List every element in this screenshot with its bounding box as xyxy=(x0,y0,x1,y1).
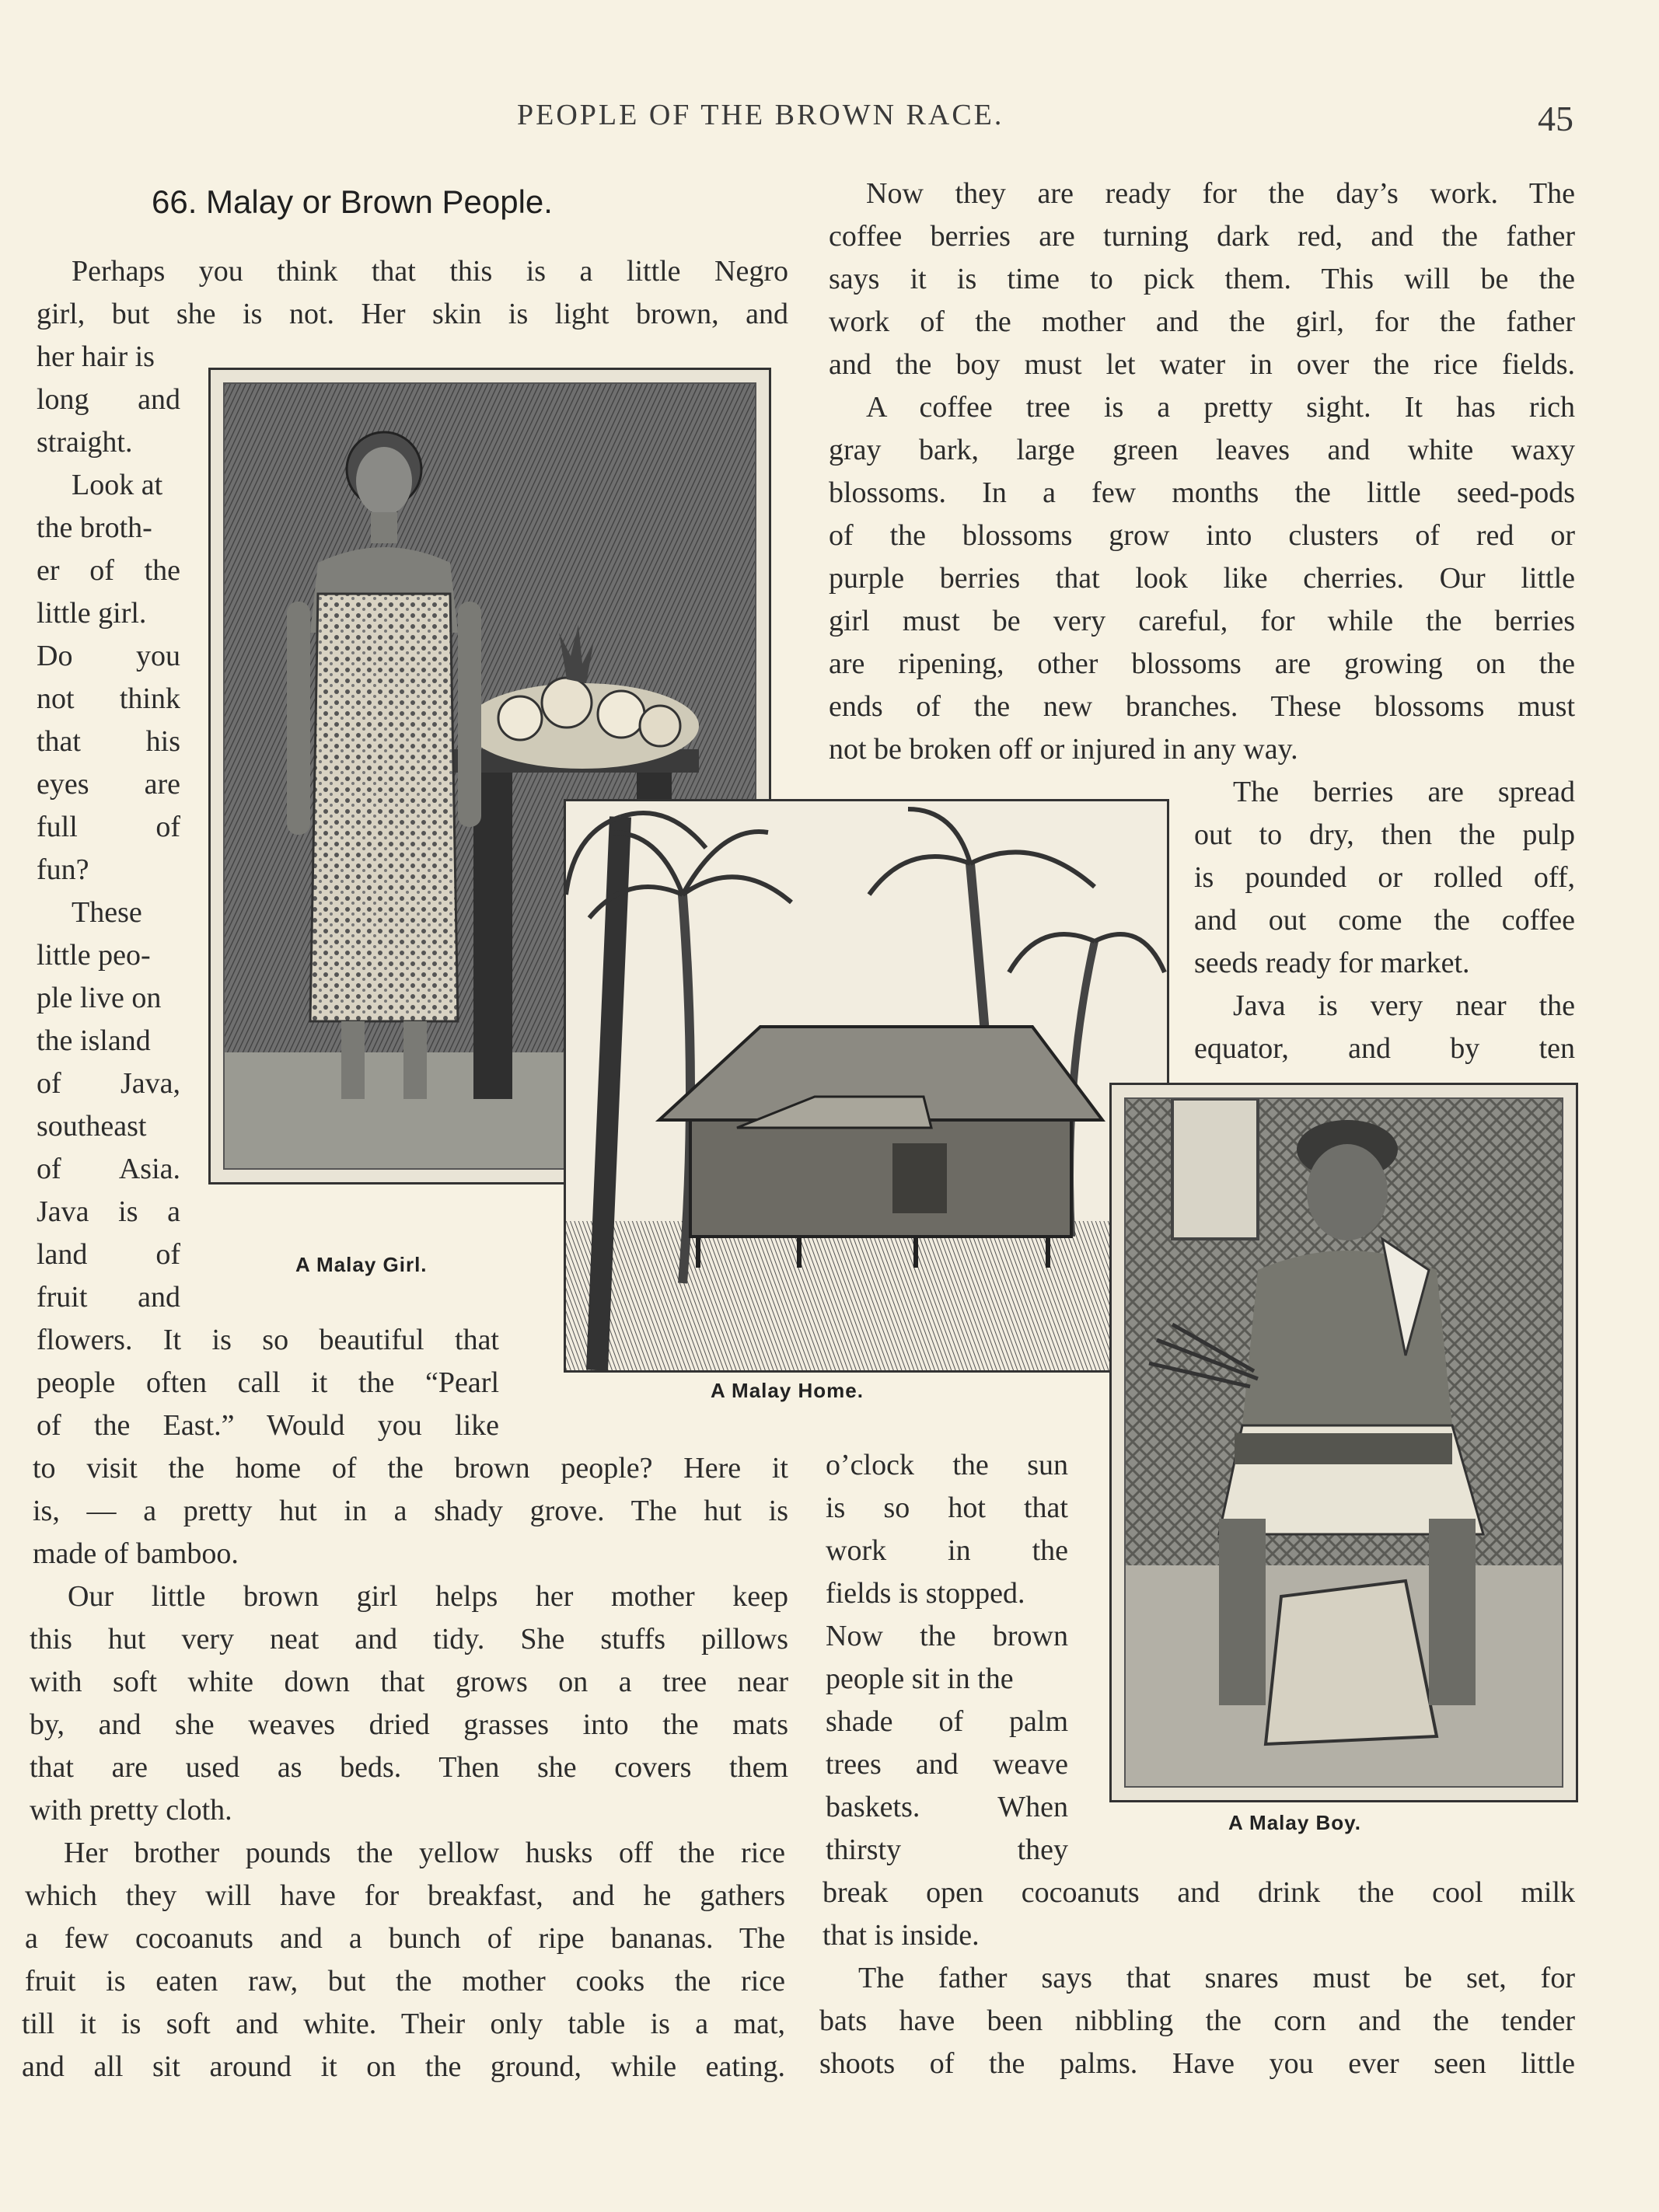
text-line: fruit is eaten raw, but the mother cooks the rice xyxy=(25,1965,785,1997)
text-line: seeds ready for market. xyxy=(1194,947,1470,979)
text-line: flowers. It is so beautiful that xyxy=(37,1324,499,1356)
text-line: purple berries that look like cherries. Our little xyxy=(829,562,1575,595)
text-line: er of the xyxy=(37,554,180,587)
text-line: shoots of the palms. Have you ever seen little xyxy=(819,2047,1575,2080)
text-line: which they will have for breakfast, and he gathers xyxy=(25,1879,785,1912)
text-line: by, and she weaves dried grasses into the mats xyxy=(30,1708,788,1741)
text-line: people often call it the “Pearl xyxy=(37,1366,499,1399)
text-line: not think xyxy=(37,682,180,715)
text-line: The father says that snares must be set, for xyxy=(858,1962,1575,1994)
text-line: trees and weave xyxy=(826,1748,1068,1781)
section-heading: 66. Malay or Brown People. xyxy=(152,183,553,220)
text-line: fruit and xyxy=(37,1281,180,1314)
text-line: southeast xyxy=(37,1110,147,1143)
text-line: a few cocoanuts and a bunch of ripe bananas. The xyxy=(25,1922,785,1955)
text-line: not be broken off or injured in any way. xyxy=(829,733,1298,766)
text-line: ends of the new branches. These blossoms must xyxy=(829,690,1575,723)
text-line: of the East.” Would you like xyxy=(37,1409,499,1442)
text-line: coffee berries are turning dark red, and the father xyxy=(829,220,1575,253)
text-line: the island xyxy=(37,1024,151,1057)
text-line: of the blossoms grow into clusters of red or xyxy=(829,519,1575,552)
text-line: Look at xyxy=(72,469,163,501)
text-line: and the boy must let water in over the rice fields. xyxy=(829,348,1575,381)
text-line: says it is time to pick them. This will be the xyxy=(829,263,1575,295)
running-title: PEOPLE OF THE BROWN RACE. xyxy=(517,99,1004,131)
text-line: people sit in the xyxy=(826,1662,1014,1695)
text-line: Perhaps you think that this is a little Negro xyxy=(72,255,788,288)
text-line: and all sit around it on the ground, while eating. xyxy=(22,2050,785,2083)
text-line: little peo- xyxy=(37,939,151,972)
text-line: Do you xyxy=(37,640,180,672)
text-line: break open cocoanuts and drink the cool milk xyxy=(823,1876,1575,1909)
text-line: work of the mother and the girl, for the father xyxy=(829,305,1575,338)
text-line: bats have been nibbling the corn and the tender xyxy=(819,2004,1575,2037)
text-line: straight. xyxy=(37,426,133,459)
text-line: Her brother pounds the yellow husks off the rice xyxy=(64,1837,785,1869)
text-line: The berries are spread xyxy=(1233,776,1575,808)
text-line: baskets. When xyxy=(826,1791,1068,1823)
text-line: eyes are xyxy=(37,768,180,801)
malay-boy-illustration xyxy=(1109,1083,1578,1802)
text-line: her hair is xyxy=(37,340,155,373)
text-line: ple live on xyxy=(37,982,162,1014)
text-line: long and xyxy=(37,383,180,416)
text-line: thirsty they xyxy=(826,1833,1068,1866)
text-line: till it is soft and white. Their only table is a mat, xyxy=(22,2008,785,2040)
text-line: Our little brown girl helps her mother keep xyxy=(68,1580,788,1613)
text-line: this hut very neat and tidy. She stuffs pillows xyxy=(30,1623,788,1656)
text-line: little girl. xyxy=(37,597,147,630)
text-line: fields is stopped. xyxy=(826,1577,1025,1610)
text-line: blossoms. In a few months the little seed-pods xyxy=(829,476,1575,509)
text-line: that is inside. xyxy=(823,1919,980,1952)
text-line: that his xyxy=(37,725,180,758)
malay-home-illustration xyxy=(564,799,1169,1373)
text-line: is, — a pretty hut in a shady grove. The hut is xyxy=(33,1495,788,1527)
text-line: is pounded or rolled off, xyxy=(1194,861,1575,894)
text-line: that are used as beds. Then she covers them xyxy=(30,1751,788,1784)
text-line: Java is a xyxy=(37,1195,180,1228)
malay-girl-caption: A Malay Girl. xyxy=(295,1253,428,1276)
text-line: are ripening, other blossoms are growing on the xyxy=(829,647,1575,680)
text-line: made of bamboo. xyxy=(33,1537,239,1570)
text-line: and out come the coffee xyxy=(1194,904,1575,937)
text-line: girl must be very careful, for while the berries xyxy=(829,605,1575,637)
text-line: gray bark, large green leaves and white waxy xyxy=(829,434,1575,466)
text-line: of Asia. xyxy=(37,1153,180,1185)
text-line: the broth- xyxy=(37,511,152,544)
text-line: shade of palm xyxy=(826,1705,1068,1738)
text-line: These xyxy=(72,896,142,929)
running-header xyxy=(0,92,1659,138)
text-line: fun? xyxy=(37,853,89,886)
text-line: girl, but she is not. Her skin is light brown, and xyxy=(37,298,788,330)
text-line: full of xyxy=(37,811,180,843)
text-line: of Java, xyxy=(37,1067,180,1100)
text-line: with soft white down that grows on a tree near xyxy=(30,1666,788,1698)
text-line: Now they are ready for the day’s work. The xyxy=(866,177,1575,210)
text-line: Java is very near the xyxy=(1233,989,1575,1022)
text-line: to visit the home of the brown people? Here it xyxy=(33,1452,788,1485)
text-line: Now the brown xyxy=(826,1620,1068,1652)
malay-boy-caption: A Malay Boy. xyxy=(1228,1811,1361,1834)
text-line: land of xyxy=(37,1238,180,1271)
text-line: with pretty cloth. xyxy=(30,1794,232,1826)
text-line: A coffee tree is a pretty sight. It has rich xyxy=(866,391,1575,424)
malay-home-caption: A Malay Home. xyxy=(711,1379,864,1402)
page-number: 45 xyxy=(1538,99,1573,138)
text-line: equator, and by ten xyxy=(1194,1032,1575,1065)
text-line: is so hot that xyxy=(826,1492,1068,1524)
text-line: out to dry, then the pulp xyxy=(1194,818,1575,851)
text-line: work in the xyxy=(826,1534,1068,1567)
text-line: o’clock the sun xyxy=(826,1449,1068,1481)
